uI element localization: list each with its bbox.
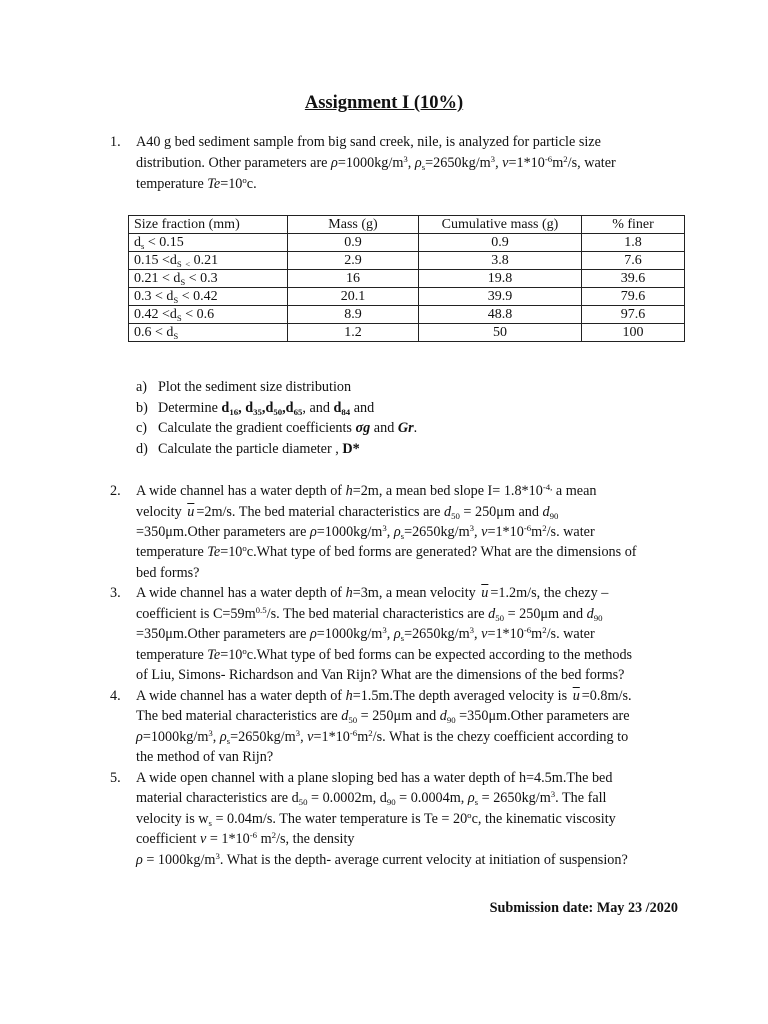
q5-line-5: $\rho = 1000kg/m^3$. What is the depth- average current velocity at initiation of suspension?	[136, 851, 628, 868]
q4-line-4: the method of van Rijn?	[136, 749, 274, 765]
q5-line-4: coefficient $\nu = 1*10^{-6}$ $m^2/s$, the density	[136, 830, 355, 847]
q3-line-3: =350μm.Other parameters are $\rho=1000kg/m^3$, $\rho_s=2650kg/m^3$, $\nu=1*10^{-6}m^2/s$. water	[136, 625, 595, 644]
table-header: Mass (g)	[288, 216, 419, 234]
table-cell: 48.8	[419, 306, 582, 324]
list-item: b) Determine $d_{16}$, $d_{35},d_{50},d_{65}$, and $d_{84}$ and	[136, 400, 375, 418]
table-cell: $0.42 <d_S < 0.6$	[129, 306, 288, 324]
table-cell: 2.9	[288, 252, 419, 270]
table-cell: 0.9	[288, 234, 419, 252]
q2-line-2: velocity $\overline{u} =2m/s$. The bed material characteristics are $d_{50} = 250\mu m$ and $d_{90}$	[136, 504, 559, 522]
q2-line-4: temperature $Te=10^oc.What$ type of bed forms are generated? What are the dimensions of	[136, 543, 637, 560]
page-title: Assignment I (10%)	[304, 93, 464, 113]
submission-date: Submission date: May 23 /2020	[489, 900, 678, 916]
table-cell: $0.6 < d_S$	[129, 324, 288, 342]
table-cell: 19.8	[419, 270, 582, 288]
table-cell: 7.6	[582, 252, 685, 270]
table-header: % finer	[582, 216, 685, 234]
q1-line-3: temperature $Te=10^oc$.	[136, 175, 257, 192]
table-cell: 8.9	[288, 306, 419, 324]
table-row	[129, 234, 685, 252]
q5-line-1: A wide open channel with a plane sloping bed has a water depth of h=4.5m.The bed	[136, 770, 613, 786]
table-cell: 50	[419, 324, 582, 342]
q1-line-1: A40 g bed sediment sample from big sand creek, nile, is analyzed for particle size	[136, 134, 601, 150]
table-row	[129, 306, 685, 324]
table-cell: 0.9	[419, 234, 582, 252]
table-cell: 3.8	[419, 252, 582, 270]
table-cell: $0.21 < d_S < 0.3$	[129, 270, 288, 288]
q5-line-2: material characteristics are $d_{50} = 0.0002m$, $d_{90} = 0.0004m$, $\rho_s = 2650kg/m^3$. The fall	[136, 789, 607, 808]
question-number: 5.	[110, 770, 121, 786]
table-row	[129, 288, 685, 306]
table-header: Size fraction (mm)	[129, 216, 288, 234]
q5-line-3: velocity is $w_s = 0.04m/s$. The water temperature is $Te = 20^oc$, the kinematic viscosity	[136, 810, 616, 829]
question-number: 3.	[110, 585, 121, 601]
q3-line-4: temperature $Te=10^oc.What$ type of bed forms can be expected according to the methods	[136, 646, 633, 663]
q3-line-1: A wide channel has a water depth of h=3m, a mean velocity $\overline{u} =1.2m/s$, the chezy –	[136, 585, 609, 601]
question-number: 2.	[110, 483, 121, 499]
list-item: a) Plot the sediment size distribution	[136, 379, 352, 395]
q3-line-5: of Liu, Simons- Richardson and Van Rijn? What are the dimensions of the bed forms?	[136, 667, 625, 683]
q3-line-2: coefficient is $C=59m^{0.5}/s$. The bed material characteristics are $d_{50} = 250\mu m$ and $d_{90}$	[136, 605, 603, 624]
table-cell: 39.9	[419, 288, 582, 306]
q2-line-3: =350μm.Other parameters are $\rho=1000kg/m^3$, $\rho_s=2650kg/m^3$, $\nu=1*10^{-6}m^2/s$. water	[136, 523, 595, 542]
q2-line-1: A wide channel has a water depth of h=2m, a mean bed slope $I= 1.8*10^{-4,}$ a mean	[136, 482, 597, 499]
table-row	[129, 252, 685, 270]
q4-line-1: A wide channel has a water depth of h=1.5m.The depth averaged velocity is $\overline{u} =0.8m/s$.	[136, 688, 632, 704]
list-item: d) Calculate the particle diameter , D*	[136, 441, 360, 457]
list-item: c) Calculate the gradient coefficients σg and Gr.	[136, 420, 418, 436]
table-cell: 97.6	[582, 306, 685, 324]
table-cell: $0.15 <d_S$ $_<$ 0.21	[129, 252, 288, 270]
sediment-table	[128, 215, 685, 342]
q4-line-2: The bed material characteristics are $d_{50} = 250\mu m$ and $d_{90}$ =350μm.Other parameters are	[136, 708, 630, 726]
question-number: 4.	[110, 688, 121, 704]
table-row	[129, 270, 685, 288]
table-cell: 39.6	[582, 270, 685, 288]
table-cell: 100	[582, 324, 685, 342]
q2-line-5: bed forms?	[136, 565, 200, 581]
table-cell: $d_s < 0.15$	[129, 234, 288, 252]
table-cell: 1.2	[288, 324, 419, 342]
table-cell: 79.6	[582, 288, 685, 306]
question-number: 1.	[110, 134, 121, 150]
q1-line-2: distribution. Other parameters are $\rho=1000kg/m^3$, $\rho_s=2650kg/m^3$, $\nu=1*10^{-6}m^2/s$, water	[136, 154, 616, 173]
table-header-row	[129, 216, 685, 234]
q4-line-3: $\rho=1000kg/m^3$, $\rho_s=2650kg/m^3$, $\nu=1*10^{-6}m^2/s$. What is the chezy coefficient according to	[136, 728, 629, 747]
table-cell: 20.1	[288, 288, 419, 306]
table-cell: 16	[288, 270, 419, 288]
table-cell: $0.3 < d_S < 0.42$	[129, 288, 288, 306]
table-row	[129, 324, 685, 342]
table-cell: 1.8	[582, 234, 685, 252]
table-header: Cumulative mass (g)	[419, 216, 582, 234]
